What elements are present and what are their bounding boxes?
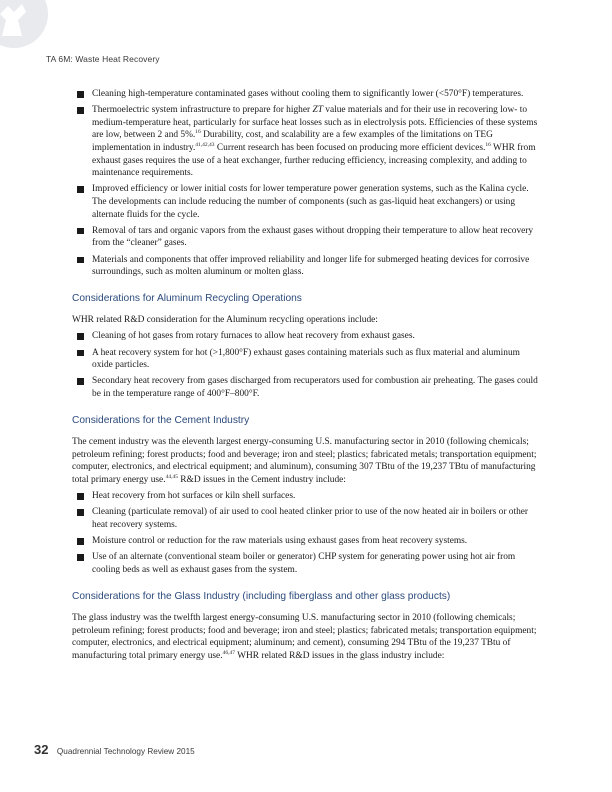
section-heading-aluminum: Considerations for Aluminum Recycling Operations xyxy=(72,292,302,304)
aluminum-bullet-list xyxy=(72,330,542,400)
list-item: Secondary heat recovery from gases discharged from recuperators used for combustion air preheating. The gases could be in the temperature range of 400°F–800°F. xyxy=(72,375,542,400)
list-item: A heat recovery system for hot (>1,800°F) exhaust gases containing materials such as flux material and aluminum oxide particles. xyxy=(72,347,542,372)
section-heading-glass: Considerations for the Glass Industry (including fiberglass and other glass products) xyxy=(72,590,451,602)
list-item: Cleaning high-temperature contaminated gases without cooling them to significantly lower (<570°F) temperatures. xyxy=(72,88,542,101)
cement-paragraph: The cement industry was the eleventh largest energy-consuming U.S. manufacturing sector in 2010 (following chemicals; petroleum refining; forest products; food and beverage; iron and steel; plastics; fabricated metals; transportation equipment; computer, electronics, and electrical equipment; and aluminum), consuming 307 TBtu of the 19,237 TBtu of manufacturing total primary energy use.$^{44,45}$ R&D issues in the Cement industry include: xyxy=(72,437,537,485)
glass-paragraph: The glass industry was the twelfth largest energy-consuming U.S. manufacturing sector in 2010 (following chemicals; petroleum refining; forest products; food and beverage; iron and steel; plastics; fabricated metals; transportation equipment; computer, electronics, and electrical equipment; aluminum; and cement), consuming 294 TBtu of the 19,237 TBtu of manufacturing total primary energy use.$^{46,47}$ WHR related R&D issues in the glass industry include: xyxy=(72,613,537,661)
page-number: 32 xyxy=(34,742,49,757)
list-item: Moisture control or reduction for the raw materials using exhaust gases from heat recovery systems. xyxy=(72,535,542,548)
page-body xyxy=(72,88,542,666)
page-footer xyxy=(34,741,195,759)
list-item: Heat recovery from hot surfaces or kiln shell surfaces. xyxy=(72,490,542,503)
section-heading-cement: Considerations for the Cement Industry xyxy=(72,414,250,426)
top-bullet-list xyxy=(72,88,542,279)
running-header: TA 6M: Waste Heat Recovery xyxy=(46,54,160,64)
corner-emblem xyxy=(0,0,54,54)
list-item: Thermoelectric system infrastructure to prepare for higher ZT value materials and for their use in recovering low- to medium-temperature heat, particularly for surface heat losses such as in electrolysis pots. Efficiencies of these systems are low, between 2 and 5%.$^{16}$ Durability, cost, and scalability are a few examples of the limitations on TEG implementation in industry.$^{41,42,43}$ Current research has been focused on producing more efficient devices.$^{16}$ WHR from exhaust gases requires the use of a heat exchanger, further reducing efficiency, increasing complexity, and adding to maintenance requirements. xyxy=(72,104,542,180)
list-item: Materials and components that offer improved reliability and longer life for submerged heating devices for corrosive surroundings, such as molten aluminum or molten glass. xyxy=(72,254,542,279)
aluminum-intro: WHR related R&D consideration for the Aluminum recycling operations include: xyxy=(72,315,378,326)
cement-bullet-list xyxy=(72,490,542,576)
list-item: Removal of tars and organic vapors from the exhaust gases without dropping their temperature to allow heat recovery from the “cleaner” gases. xyxy=(72,225,542,250)
list-item: Use of an alternate (conventional steam boiler or generator) CHP system for generating power using hot air from cooling beds as well as exhaust gases from the system. xyxy=(72,551,542,576)
list-item: Improved efficiency or lower initial costs for lower temperature power generation systems, such as the Kalina cycle. The developments can include reducing the number of components (such as gas-liquid heat exchangers) or using alternate fluids for the cycle. xyxy=(72,183,542,221)
list-item: Cleaning (particulate removal) of air used to cool heated clinker prior to use of the now heated air in boilers or other heat recovery systems. xyxy=(72,506,542,531)
publication-title: Quadrennial Technology Review 2015 xyxy=(56,747,195,756)
list-item: Cleaning of hot gases from rotary furnaces to allow heat recovery from exhaust gases. xyxy=(72,330,542,343)
